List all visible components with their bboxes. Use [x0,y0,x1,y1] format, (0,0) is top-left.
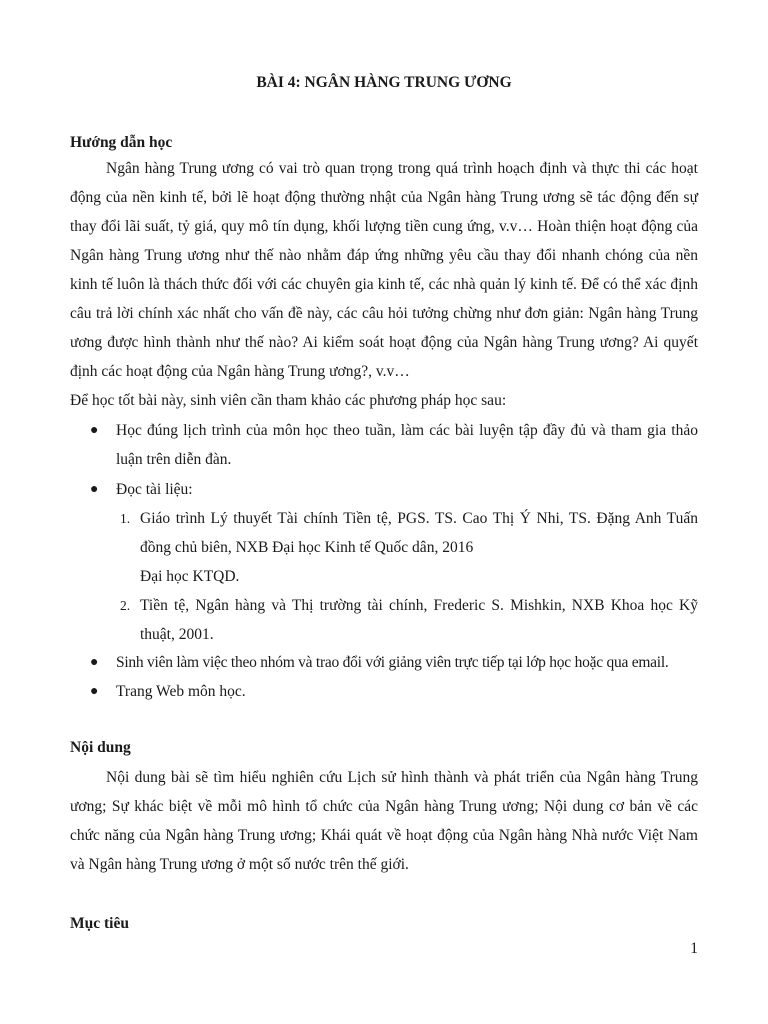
bullet-icon: ● [90,684,99,699]
bullet-text: Sinh viên làm việc theo nhóm và trao đổi với giảng viên trực tiếp tại lớp học hoặc qua email. [116,654,669,671]
bullet-item-website [90,677,698,706]
guide-intro-paragraph: Ngân hàng Trung ương có vai trò quan trọng trong quá trình hoạch định và thực thi các hoạt động của nền kinh tế, bởi lẽ hoạt động thường nhật của Ngân hàng Trung ương sẽ tác động đến sự thay đổi lãi suất, tỷ giá, quy mô tín dụng, khối lượng tiền cung ứng, v.v… Hoàn thiện hoạt động của Ngân hàng Trung ương như thế nào nhằm đáp ứng những yêu cầu thay đổi nhanh chóng của nền kinh tế luôn là thách thức đối với các chuyên gia kinh tế, các nhà quản lý kinh tế. Để có thể xác định câu trả lời chính xác nhất cho vấn đề này, các câu hỏi tưởng chừng như đơn giản: Ngân hàng Trung ương được hình thành như thế nào? Ai kiểm soát hoạt động của Ngân hàng Trung ương? Ai quyết định các hoạt động của Ngân hàng Trung ương?, v.v… [70,160,698,380]
document-title: BÀI 4: NGÂN HÀNG TRUNG ƯƠNG [256,74,512,91]
bullet-icon: ● [90,655,99,670]
document-page [70,0,698,1024]
bullet-text: Đọc tài liệu: [116,481,193,498]
bullet-item-schedule [90,416,698,474]
study-methods-line: Để học tốt bài này, sinh viên cần tham khảo các phương pháp học sau: [70,392,507,409]
bullet-item-groupwork [90,648,698,677]
reference-text-continued: Đại học KTQD. [140,568,240,585]
bullet-text: Trang Web môn học. [116,683,246,700]
guide-heading: Hướng dẫn học [70,134,173,151]
bullet-item-reading [90,475,698,504]
bullet-icon: ● [90,423,99,438]
reference-text: Giáo trình Lý thuyết Tài chính Tiền tệ, PGS. TS. Cao Thị Ý Nhi, TS. Đặng Anh Tuấn đồng chủ biên, NXB Đại học Kinh tế Quốc dân, 2016 [140,510,698,556]
reference-number: 2. [120,598,131,613]
reference-text: Tiền tệ, Ngân hàng và Thị trường tài chính, Frederic S. Mishkin, NXB Khoa học Kỹ thuật, 2001. [140,597,698,643]
content-heading: Nội dung [70,739,131,756]
content-paragraph: Nội dung bài sẽ tìm hiểu nghiên cứu Lịch sử hình thành và phát triển của Ngân hàng Trung ương; Sự khác biệt về mỗi mô hình tổ chức của Ngân hàng Trung ương; Nội dung cơ bản về các chức năng của Ngân hàng Trung ương; Khái quát về hoạt động của Ngân hàng Nhà nước Việt Nam và Ngân hàng Trung ương ở một số nước trên thế giới. [70,769,698,873]
bullet-text: Học đúng lịch trình của môn học theo tuần, làm các bài luyện tập đầy đủ và tham gia thảo luận trên diễn đàn. [116,422,698,468]
reference-item-2 [120,591,698,649]
bullet-icon: ● [90,482,99,497]
page-number: 1 [690,940,698,957]
reference-number: 1. [120,511,131,526]
objectives-heading: Mục tiêu [70,915,129,932]
reference-item-1 [120,504,698,591]
